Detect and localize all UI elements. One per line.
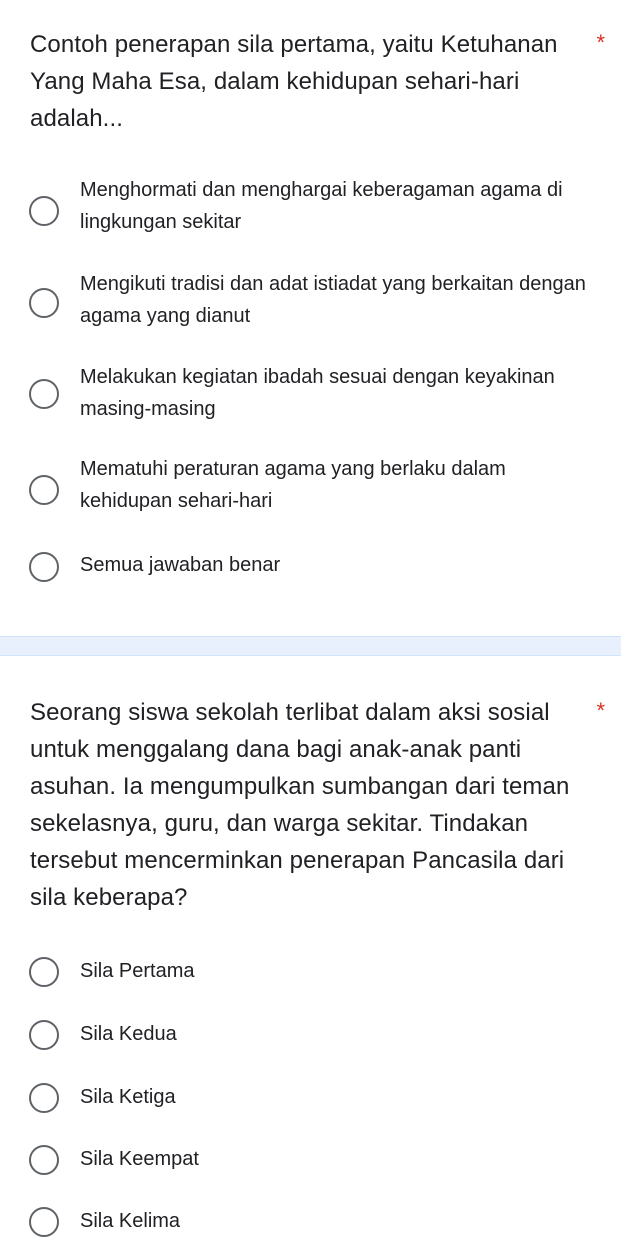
- radio-button-icon[interactable]: [29, 475, 59, 505]
- question-title-2: Seorang siswa sekolah terlibat dalam aksi sosial untuk menggalang dana bagi anak-anak panti asuhan. Ia mengumpulkan sumbangan dari teman sekelasnya, guru, dan warga sekitar. Tindakan tersebut mencerminkan penerapan Pancasila dari sila keberapa?: [30, 699, 570, 911]
- section-divider: [0, 636, 621, 656]
- required-asterisk: *: [596, 698, 605, 723]
- radio-button-icon[interactable]: [29, 1083, 59, 1113]
- radio-button-icon[interactable]: [29, 957, 59, 987]
- option-label: Sila Kelima: [80, 1210, 181, 1232]
- radio-option[interactable]: [0, 268, 621, 336]
- option-label: Mengikuti tradisi dan adat istiadat yang berkaitan dengan agama yang dianut: [80, 273, 586, 327]
- radio-button-icon[interactable]: [29, 196, 59, 226]
- radio-option[interactable]: [0, 549, 621, 585]
- option-label: Mematuhi peraturan agama yang berlaku dalam kehidupan sehari-hari: [80, 458, 506, 512]
- option-label: Semua jawaban benar: [80, 554, 281, 576]
- option-label: Melakukan kegiatan ibadah sesuai dengan keyakinan masing-masing: [80, 366, 555, 420]
- radio-button-icon[interactable]: [29, 1207, 59, 1237]
- radio-button-icon[interactable]: [29, 1145, 59, 1175]
- option-label: Sila Keempat: [80, 1148, 199, 1170]
- radio-option[interactable]: [0, 955, 621, 991]
- option-label: Menghormati dan menghargai keberagaman agama di lingkungan sekitar: [80, 179, 563, 233]
- required-asterisk: *: [596, 30, 605, 55]
- radio-option[interactable]: [0, 1205, 621, 1239]
- radio-button-icon[interactable]: [29, 552, 59, 582]
- question-card-2: [0, 656, 621, 1239]
- radio-option[interactable]: [0, 1081, 621, 1117]
- radio-button-icon[interactable]: [29, 1020, 59, 1050]
- option-label: Sila Ketiga: [80, 1086, 176, 1108]
- radio-option[interactable]: [0, 453, 621, 521]
- option-label: Sila Kedua: [80, 1023, 177, 1045]
- radio-option[interactable]: [0, 361, 621, 429]
- question-title-1: Contoh penerapan sila pertama, yaitu Ketuhanan Yang Maha Esa, dalam kehidupan sehari-hari adalah...: [30, 31, 558, 132]
- option-label: Sila Pertama: [80, 960, 195, 982]
- radio-button-icon[interactable]: [29, 379, 59, 409]
- radio-option[interactable]: [0, 1143, 621, 1179]
- radio-option[interactable]: [0, 1018, 621, 1054]
- radio-button-icon[interactable]: [29, 288, 59, 318]
- radio-option[interactable]: [0, 174, 621, 242]
